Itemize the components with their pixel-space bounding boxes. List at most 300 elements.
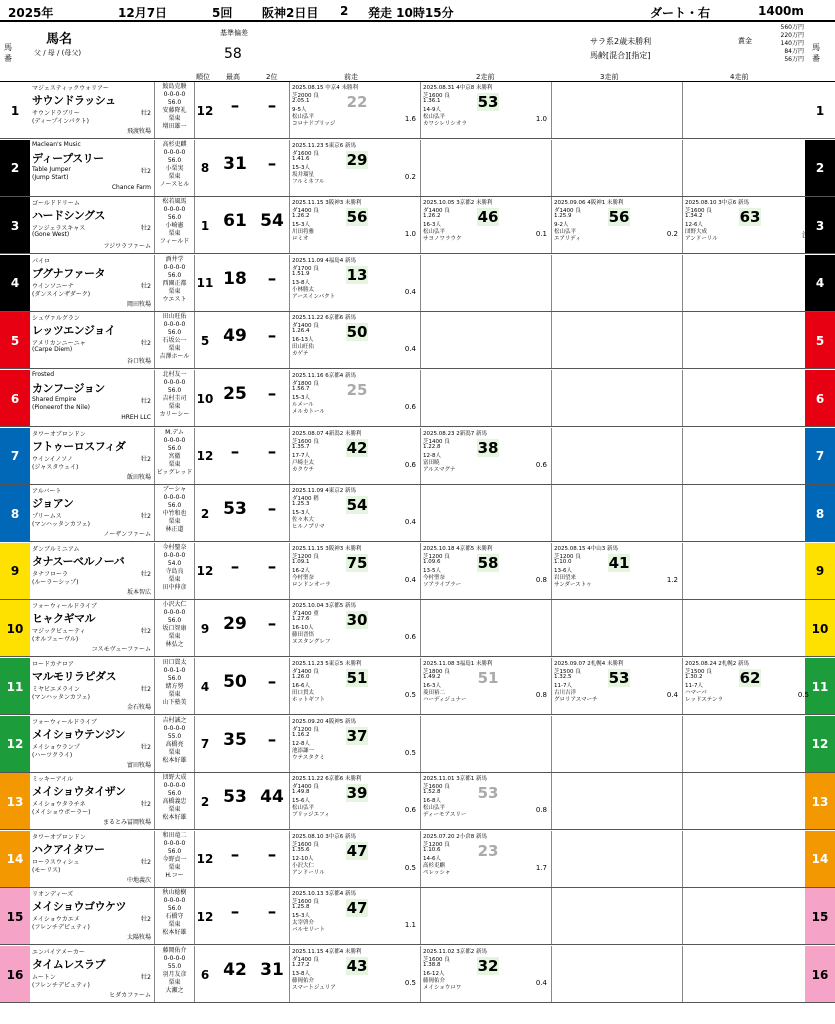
col-4: 4走前	[730, 73, 749, 81]
jockey-line: 栗東	[168, 633, 181, 641]
race-detail: スマートジュリア	[292, 985, 336, 991]
sire-name: Frosted	[32, 371, 54, 378]
race-header-line: 2025.10.18 4京都5 未勝利	[423, 545, 493, 552]
jockey-line: H.コー	[165, 871, 184, 879]
past-race-4	[682, 312, 813, 369]
race-detail: ヌスタングレフ	[292, 639, 331, 646]
col-3: 3走前	[600, 73, 619, 81]
jockey-line: 石橋守	[165, 913, 184, 921]
horse-row	[0, 82, 835, 139]
horse-name[interactable]: レッツエンジョイ	[32, 324, 116, 338]
past-race-1[interactable]	[289, 197, 420, 254]
past-race-1[interactable]	[289, 82, 420, 139]
race-detail: 佐々木大	[292, 517, 315, 524]
past-race-3[interactable]	[551, 658, 682, 715]
best-value: –	[230, 556, 240, 577]
jockey-line: 0-0-0-0	[163, 321, 186, 329]
past-race-1[interactable]	[289, 543, 420, 600]
race-detail: 13-8人	[292, 279, 310, 286]
jockey-line: 56.0	[167, 847, 182, 855]
past-race-4[interactable]	[682, 197, 813, 254]
jockey-line: 栗東	[168, 691, 181, 698]
best-value: 18	[223, 268, 247, 289]
best-score	[215, 485, 255, 542]
jockey-line: 松本好雄	[162, 756, 187, 764]
jockey-info	[155, 543, 195, 600]
dam-name: ミヤビエメライン	[32, 686, 80, 693]
sire-name: タワーオブロンドン	[32, 833, 86, 841]
best-score	[215, 140, 255, 197]
race-header-line: 2025.10.13 3京都4 新馬	[292, 891, 356, 898]
race-header-line: 2025.11.22 6京都6 未勝利	[292, 776, 362, 783]
past-race-2[interactable]	[420, 82, 551, 139]
race-score: 13	[346, 265, 368, 284]
horse-name[interactable]: マルモリラピダス	[32, 670, 116, 683]
jockey-line: 林正道	[165, 526, 184, 534]
horse-row	[0, 946, 835, 1003]
past-race-1[interactable]	[289, 140, 420, 197]
race-score: 30	[346, 611, 368, 630]
past-race-2[interactable]	[420, 428, 551, 485]
jockey-info	[155, 946, 195, 1003]
race-detail: アースインパクト	[292, 293, 336, 300]
race-header-line: 2025.10.05 3京都2 未勝利	[423, 200, 493, 207]
breeder-name: 中地義次	[126, 876, 151, 884]
race-detail: アンドーリル	[292, 869, 325, 876]
race-header-line: 2025.10.04 3京都5 新馬	[292, 603, 356, 610]
sire-name: エンパイアメーカー	[32, 949, 85, 956]
jockey-line: 田口貫太	[162, 659, 187, 666]
race-detail: 16-10人	[292, 625, 314, 632]
past-race-2	[420, 888, 551, 945]
damsire-name: (マンハッタンカフェ)	[32, 694, 90, 701]
margin-value: 0.4	[404, 287, 416, 296]
race-detail: カクウチ	[292, 466, 315, 473]
horse-name[interactable]: メイショウゴウケツ	[32, 900, 126, 914]
race-header-line: 2025.07.20 2小倉8 新馬	[423, 833, 487, 840]
race-score: 56	[608, 208, 630, 227]
margin-value: 0.4	[404, 518, 416, 527]
jockey-line: 栗東	[168, 287, 181, 295]
race-detail: 芝1200 良	[554, 553, 581, 560]
past-race-1[interactable]	[289, 600, 420, 657]
horse-number-right: 6	[805, 370, 835, 427]
second-value: 44	[260, 787, 284, 808]
best-value: 29	[223, 614, 247, 635]
jockey-line: 0-0-0-0	[163, 609, 186, 617]
best-score	[215, 658, 255, 715]
horse-row	[0, 658, 835, 715]
jockey-line: 緒方努	[165, 683, 184, 690]
jockey-info	[155, 658, 195, 715]
race-detail: 芝1600 良	[423, 93, 450, 99]
second-score	[255, 716, 289, 773]
race-detail: 菱田裕二	[423, 690, 446, 696]
horse-name[interactable]: タイムレスラブ	[32, 958, 105, 971]
jockey-line: 藤岡佑介	[162, 947, 187, 954]
past-race-2[interactable]	[420, 658, 551, 715]
past-race-3	[551, 312, 682, 369]
prize-4: 84万円	[784, 48, 804, 55]
race-score: 56	[346, 208, 368, 227]
jockey-line: 宮徹	[168, 452, 181, 460]
past-race-1[interactable]	[289, 773, 420, 830]
horse-number-right: 16	[805, 946, 835, 1003]
horse-name[interactable]: ヒャクギマル	[32, 612, 95, 626]
race-start: 発走 10時15分	[368, 6, 454, 20]
sex-age: 牡2	[141, 167, 151, 175]
jockey-line: 中竹和也	[162, 510, 187, 518]
race-detail: 芝1200 良	[423, 553, 450, 560]
best-value: 49	[223, 326, 247, 347]
sex-age: 牡2	[141, 225, 151, 233]
horse-name[interactable]: ハクアイタワー	[32, 842, 105, 856]
race-detail: 1.30.2	[685, 674, 703, 680]
race-header-line: 2025.11.23 5東京5 未勝利	[292, 661, 362, 667]
past-race-4	[682, 600, 813, 657]
past-race-1[interactable]	[289, 888, 420, 945]
race-detail: 芝1600 良	[685, 208, 712, 215]
horse-row	[0, 888, 835, 945]
dam-name: ウインイノソノ	[32, 455, 73, 463]
rank-value: 12	[196, 852, 214, 867]
race-detail: 1.26.0	[292, 674, 310, 680]
race-detail: 小林勝太	[292, 286, 315, 293]
race-detail: 12-10人	[292, 855, 314, 862]
race-detail: 1.16.2	[292, 731, 310, 738]
race-score: 46	[477, 208, 499, 227]
jockey-line: 56.0	[167, 271, 182, 279]
horse-row	[0, 140, 835, 197]
breeder-name: まるとみ冨岡牧場	[102, 819, 151, 827]
past-race-3	[551, 255, 682, 312]
race-detail: 9-2人	[554, 222, 569, 229]
past-race-2[interactable]	[420, 543, 551, 600]
past-race-1[interactable]	[289, 370, 420, 427]
second-value: –	[267, 902, 277, 923]
horse-info	[30, 82, 155, 139]
race-detail: 2.05.1	[292, 98, 310, 104]
race-detail: メイショウロワ	[423, 985, 462, 991]
horse-info	[30, 543, 155, 600]
race-header-line: 2025.08.23 2新潟7 新馬	[423, 430, 487, 437]
past-race-2	[420, 485, 551, 542]
race-detail: アルスマグナ	[423, 466, 456, 473]
jockey-line: 酒井学	[165, 255, 184, 263]
damsire-name: (オルフェーヴル)	[32, 636, 79, 644]
race-detail: 12-8人	[423, 452, 441, 459]
race-detail: 1.38.8	[423, 962, 441, 968]
race-detail: 1.56.7	[292, 386, 310, 392]
jockey-line: 栗東	[168, 460, 181, 468]
race-detail: ルメール	[292, 402, 314, 408]
second-value: –	[267, 614, 277, 635]
jockey-line: 山下塾美	[162, 699, 187, 706]
race-detail: ダ1400 良	[292, 784, 319, 791]
race-detail: 1.49.2	[423, 674, 441, 680]
jockey-line: 団野大成	[162, 774, 187, 782]
race-detail: 1.09.1	[292, 558, 310, 565]
race-detail: 1.26.2	[292, 213, 310, 220]
race-cond: 馬齢[混合][指定]	[590, 51, 651, 60]
horse-row	[0, 831, 835, 888]
race-detail: 15-3人	[292, 164, 310, 171]
jockey-line: ノースヒル	[159, 180, 190, 188]
past-race-2[interactable]	[420, 773, 551, 830]
jockey-line: 56.0	[167, 790, 182, 798]
horse-name[interactable]: ブグナファータ	[32, 266, 105, 280]
sire-name: ミッキーアイル	[32, 776, 74, 784]
damsire-name: (ディープインパクト)	[32, 118, 89, 125]
breeder-name: 飯田牧場	[126, 473, 151, 481]
horse-row	[0, 428, 835, 485]
jockey-info	[155, 428, 195, 485]
race-header-line: 2025.11.15 3阪神3 未勝利	[292, 200, 362, 207]
race-detail: 1.27.2	[292, 962, 310, 968]
race-header-line: 2025.11.16 6京都4 新馬	[292, 373, 356, 379]
sire-name: ダンブルミニアム	[32, 545, 80, 553]
col-second: 2位	[266, 73, 278, 81]
best-value: 53	[223, 499, 247, 520]
past-race-2[interactable]	[420, 197, 551, 254]
breeder-name: HREH LLC	[121, 414, 151, 421]
race-detail: 1.26.2	[423, 213, 441, 220]
race-kai: 5回	[212, 6, 233, 20]
horse-info	[30, 312, 155, 369]
past-race-4	[682, 543, 813, 600]
race-score: 53	[608, 669, 630, 687]
race-detail: 1.10.6	[423, 846, 441, 853]
horse-name[interactable]: フトゥーロスフィダ	[32, 439, 126, 453]
jockey-line: 鮫島克駿	[162, 83, 187, 90]
sex-age: 牡2	[141, 858, 151, 866]
race-score: 47	[346, 841, 368, 860]
dam-name: Table Jumper	[32, 165, 71, 173]
past-race-3	[551, 140, 682, 197]
race-detail: ウテスタクミ	[292, 754, 325, 761]
rank-value: 12	[196, 103, 214, 118]
sire-name: ゴールドドリーム	[32, 200, 80, 208]
past-race-1[interactable]	[289, 946, 420, 1003]
horse-number: 6	[0, 370, 30, 427]
margin-value: 0.5	[404, 691, 416, 699]
best-value: 50	[223, 672, 247, 692]
race-course: ダート・右	[650, 6, 711, 20]
race-detail: ペレッシャ	[423, 869, 451, 876]
race-detail: 岩田望来	[554, 574, 577, 581]
dam-name: メイショウタラチネ	[32, 801, 86, 809]
jockey-line: 栗東	[168, 921, 181, 929]
horse-number-right: 7	[805, 428, 835, 485]
past-race-4	[682, 888, 813, 945]
race-detail: 12-6人	[685, 222, 703, 229]
race-detail: 13-5人	[423, 567, 441, 574]
col-prev: 前走	[344, 73, 358, 81]
damsire-name: (Pioneerof the Nile)	[32, 404, 90, 411]
horse-name[interactable]: サウンドラッシュ	[32, 94, 116, 107]
race-score: 25	[346, 381, 368, 399]
past-race-1[interactable]	[289, 255, 420, 312]
race-detail: メルカトール	[292, 409, 325, 415]
horse-row	[0, 543, 835, 600]
race-score: 75	[346, 553, 368, 572]
horse-name[interactable]: ハードシングス	[32, 209, 105, 223]
col-2: 2走前	[476, 73, 495, 81]
jockey-line: カリーシー	[159, 411, 190, 418]
race-score: 51	[346, 669, 368, 687]
horse-name[interactable]: メイショウタイザン	[32, 785, 126, 799]
race-detail: 芝1500 良	[685, 669, 712, 675]
horse-number: 16	[0, 946, 30, 1003]
horse-number: 9	[0, 543, 30, 600]
second-value: –	[267, 384, 277, 404]
race-score: 37	[346, 726, 368, 745]
sex-age: 牡2	[141, 110, 151, 117]
past-race-3[interactable]	[551, 197, 682, 254]
race-detail: カワシレリシオラ	[423, 121, 467, 127]
race-detail: 団野大成	[685, 229, 708, 236]
best-value: 25	[223, 384, 247, 404]
race-detail: 藤岡佑介	[423, 978, 446, 984]
second-score	[255, 485, 289, 542]
race-detail: ハーディジュナー	[423, 697, 467, 703]
horse-number: 5	[0, 312, 30, 369]
past-race-2[interactable]	[420, 946, 551, 1003]
jockey-line: 北村友一	[162, 371, 187, 378]
race-detail: 11-7人	[554, 683, 572, 689]
horse-name[interactable]: カンフージョン	[32, 382, 105, 395]
race-detail: ソアライブラー	[423, 581, 462, 588]
race-header	[0, 0, 835, 22]
race-detail: 芝1600 良	[292, 841, 319, 848]
breeder-name: 岡田牧場	[126, 300, 151, 308]
jockey-line: ブーシャ	[162, 486, 187, 494]
col-uma: 馬番	[4, 43, 12, 63]
best-score	[215, 773, 255, 830]
race-header-line: 2025.08.15 中京4 未勝利	[292, 85, 358, 91]
jockey-line: 高橋義忠	[162, 798, 187, 806]
race-detail: ダ1400 良	[423, 208, 450, 215]
past-race-3	[551, 831, 682, 888]
best-value: 42	[223, 960, 247, 980]
jockey-line: 56.0	[167, 329, 182, 337]
jockey-line: 0-0-0-0	[163, 379, 186, 386]
race-detail: 17-7人	[292, 452, 310, 459]
race-detail: 16-3人	[423, 222, 441, 229]
horse-number-right: 1	[805, 82, 835, 139]
race-detail: 1.41.6	[292, 155, 310, 162]
sire-name: タワーオブロンドン	[32, 430, 86, 438]
dam-name: アメリカンニーニャ	[32, 340, 86, 348]
jockey-line: 秋山稔樹	[162, 889, 187, 897]
past-race-3[interactable]	[551, 543, 682, 600]
rank-value: 12	[196, 909, 214, 924]
horse-name[interactable]: ジョアン	[32, 497, 74, 511]
race-detail: 15-6人	[292, 798, 310, 805]
race-detail: 今村聖奈	[423, 574, 446, 581]
horse-info	[30, 140, 155, 197]
horse-number: 8	[0, 485, 30, 542]
past-race-4	[682, 773, 813, 830]
past-race-4[interactable]	[682, 658, 813, 715]
race-detail: ダ1200 良	[292, 726, 319, 733]
sire-name: フォーウィールドライブ	[32, 718, 97, 726]
second-score	[255, 658, 289, 715]
past-race-4	[682, 428, 813, 485]
race-header-line: 2025.11.22 6京都6 新馬	[292, 315, 356, 322]
horse-number: 2	[0, 140, 30, 197]
breeder-name: コスモヴューファーム	[91, 646, 151, 654]
race-detail: 16-6人	[292, 683, 310, 689]
rank-value: 12	[196, 449, 214, 464]
jockey-info	[155, 82, 195, 139]
second-score	[255, 773, 289, 830]
col-parents: 父 / 母 / (母父)	[34, 49, 82, 57]
race-detail: 古川吉洋	[554, 690, 577, 696]
horse-number-right: 4	[805, 255, 835, 312]
race-detail: 16-12人	[423, 971, 445, 977]
jockey-line: 54.0	[167, 559, 182, 567]
past-race-4	[682, 140, 813, 197]
best-value: 35	[223, 729, 247, 750]
race-header-line: 2025.09.06 4阪神1 未勝利	[554, 200, 624, 207]
race-venue: 阪神2日目	[262, 6, 319, 20]
jockey-info	[155, 255, 195, 312]
race-detail: 坂井瑠星	[292, 171, 315, 178]
race-detail: 16-2人	[292, 567, 310, 574]
jockey-info	[155, 485, 195, 542]
jockey-line: 0-0-0-0	[163, 436, 186, 444]
horse-info	[30, 831, 155, 888]
second-value: –	[267, 729, 277, 750]
race-score: 58	[477, 553, 499, 572]
margin-value: 0.4	[535, 979, 547, 987]
past-race-1[interactable]	[289, 658, 420, 715]
jockey-line: 0-0-0-0	[163, 551, 186, 559]
past-race-3	[551, 428, 682, 485]
race-detail: 1.10.0	[554, 558, 572, 565]
dam-name: プリームス	[32, 513, 62, 521]
jockey-line: 0-0-0-0	[163, 782, 186, 790]
best-score	[215, 370, 255, 427]
past-race-1[interactable]	[289, 485, 420, 542]
race-detail: 芝1600 良	[423, 957, 450, 963]
horse-name[interactable]: ディープスリー	[32, 151, 104, 165]
dam-name: メイショウランプ	[32, 743, 80, 751]
past-race-1[interactable]	[289, 716, 420, 773]
race-detail: ホットギフト	[292, 697, 326, 703]
second-value: –	[267, 96, 277, 116]
race-detail: 芝1600 良	[292, 438, 319, 445]
past-race-1[interactable]	[289, 312, 420, 369]
breeder-name: 坂本智広	[126, 588, 151, 596]
rank-value: 6	[200, 967, 210, 982]
horse-number-right: 3	[805, 197, 835, 254]
damsire-name: (Gone West)	[32, 231, 70, 239]
horse-number-right: 8	[805, 485, 835, 542]
race-header-line: 2025.11.15 3阪神3 未勝利	[292, 545, 362, 552]
horse-name[interactable]: タナスーベルノーバ	[32, 554, 125, 568]
past-race-2[interactable]	[420, 831, 551, 888]
jockey-line: 栗東	[168, 748, 181, 756]
jockey-line: 56.0	[167, 156, 182, 164]
horse-name[interactable]: メイショウテンジン	[32, 727, 125, 741]
rank-value: 8	[200, 161, 210, 176]
jockey-info	[155, 831, 195, 888]
jockey-line: 0-0-0-0	[163, 494, 186, 502]
past-race-1[interactable]	[289, 831, 420, 888]
past-race-1[interactable]	[289, 428, 420, 485]
